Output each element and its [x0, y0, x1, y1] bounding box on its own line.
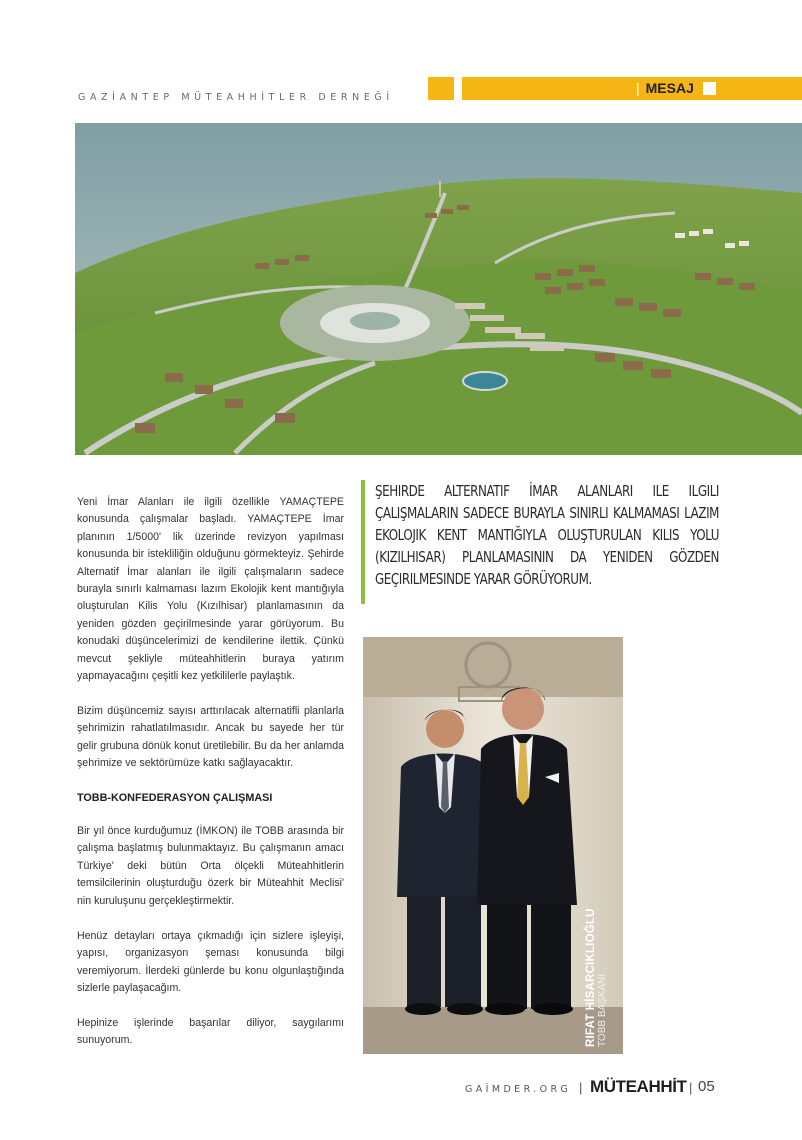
- footer-separator: |: [689, 1080, 693, 1095]
- two-men-portrait-icon: [363, 637, 623, 1054]
- caption-role: TOBB BAŞKANI: [597, 973, 608, 1047]
- header-accent-block: [428, 77, 454, 100]
- urban-masterplan-render-icon: [75, 123, 802, 455]
- section-tag: | MESAJ: [636, 80, 694, 96]
- section-heading: TOBB-KONFEDERASYON ÇALIŞMASI: [77, 792, 273, 804]
- portrait-photo: [363, 637, 623, 1054]
- pull-quote: ŞEHIRDE ALTERNATIF İMAR ALANLARI ILE ILGILI ÇALIŞMALARIN SADECE BURAYLA SINIRLI KALMAMASI LAZIM EKOLOJIK KENT MANTIĞIYLA OLUŞTURULAN KILIS YOLU (KIZILHISAR) PLANLAMASININ DA YENIDEN GÖZDEN GEÇIRILMESINDE YARAR GÖRÜYORUM.: [375, 482, 719, 588]
- section-label: MESAJ: [645, 80, 694, 96]
- body-paragraph-5: Hepinize işlerinde başarılar diliyor, saygılarımı sunuyorum.: [77, 1017, 344, 1047]
- quote-accent-bar: [361, 480, 365, 604]
- footer-brand-logo: MÜTEAHHİT: [590, 1077, 687, 1096]
- section-square-icon: [703, 82, 716, 95]
- footer-separator: |: [579, 1080, 583, 1095]
- photo-caption: [585, 817, 608, 1047]
- body-paragraph-4: Henüz detayları ortaya çıkmadığı için sizlere işleyişi, yapısı, organizasyon şeması konusunda bilgi veremiyorum. İlerdeki günlerde bu konu olgunlaştığında sizlerle paylaşacağım.: [77, 930, 344, 995]
- footer-website: GAİMDER.ORG: [465, 1084, 572, 1095]
- hero-image: [75, 123, 802, 455]
- page-number: 05: [698, 1078, 715, 1095]
- body-paragraph-3: Bir yıl önce kurduğumuz (İMKON) ile TOBB arasında bir çalışma başlatmış bulunmaktayız. Bu çalışmanın amacı Türkiye' deki bütün Orta ölçekli Müteahhitlerin temsilcilerinin oluşturduğu özerk bir Müteahhit Meclisi' nin kuruluşunu gerçekleştirmektir.: [77, 825, 344, 907]
- body-paragraph-2: Bizim düşüncemiz sayısı arttırılacak alternatifli planlarla şehrimizin rahatlatılmasıdır. Ancak bu sayede her tür gelir grubuna dönük konut üretilebilir. Bu da her anlamda şehrimize ve sektörümüze katkı sağlayacaktır.: [77, 705, 344, 770]
- body-paragraph-1: Yeni İmar Alanları ile ilgili özellikle YAMAÇTEPE konusunda çalışmalar başladı. YAMAÇTEPE İmar planının 1/5000' lik üzerinde revizyon yapılması konusunda bir istekliliğin olduğunu görmekteyiz. Şehirde Alternatif İmar alanları ile ilgili çalışmaların sadece burayla sınırlı kalmaması lazım Ekolojik kent mantığıyla oluşturulan Kilis Yolu (Kızılhisar) planlamasının da yeniden gözden geçirilmesinde yarar görüyorum. Bu konudaki düşüncelerimizi de kendilerine ilettik. Çünkü mevcut şekliyle müteahhitlerin buraya yatırım yapmayacağını çeşitli kez yetkililerle paylaştık.: [77, 496, 344, 683]
- header-section-bar: [462, 77, 802, 100]
- association-name: GAZİANTEP MÜTEAHHİTLER DERNEĞİ: [78, 92, 394, 103]
- caption-name: RIFAT HİSARCIKLIOĞLU: [585, 908, 597, 1047]
